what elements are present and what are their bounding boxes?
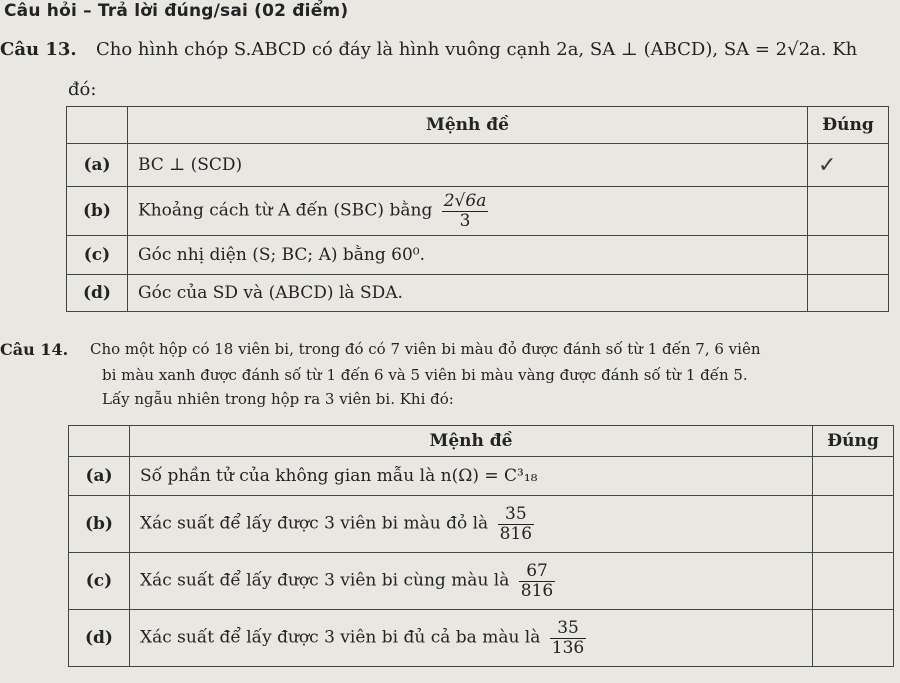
statement-header: Mệnh đề — [128, 107, 808, 144]
statement-text: Xác suất để lấy được 3 viên bi đủ cả ba màu là — [140, 627, 541, 648]
table-row — [67, 187, 889, 236]
answer-cell[interactable] — [808, 144, 889, 187]
fraction — [498, 505, 534, 543]
answer-cell[interactable] — [808, 275, 889, 312]
checkmark-icon: ✓ — [818, 152, 837, 178]
fraction — [550, 619, 586, 657]
row-label: (c) — [67, 236, 128, 275]
question-14-text-line-1: Cho một hộp có 18 viên bi, trong đó có 7 viên bi màu đỏ được đánh số từ 1 đến 7, 6 viên — [90, 340, 761, 358]
question-14-label: Câu 14. — [0, 340, 69, 359]
answer-cell[interactable] — [813, 496, 894, 553]
row-label: (b) — [69, 496, 130, 553]
statement-text: Xác suất để lấy được 3 viên bi màu đỏ là — [140, 513, 489, 534]
fraction-denominator: 816 — [520, 580, 554, 601]
statement-text: Số phần tử của không gian mẫu là n(Ω) = C³₁₈ — [130, 457, 813, 496]
fraction — [519, 562, 555, 600]
question-14-table — [68, 425, 894, 667]
row-label: (b) — [67, 187, 128, 236]
statement-text: BC ⊥ (SCD) — [128, 144, 808, 187]
answer-cell[interactable] — [808, 187, 889, 236]
table-row — [69, 496, 894, 553]
fraction-numerator: 2√6a — [443, 190, 487, 211]
answer-cell[interactable] — [808, 236, 889, 275]
fraction-numerator: 67 — [519, 562, 555, 582]
fraction-denominator: 816 — [499, 523, 533, 544]
correct-header: Đúng — [808, 107, 889, 144]
table-row — [67, 144, 889, 187]
fraction-denominator: 3 — [459, 210, 471, 231]
row-label: (c) — [69, 553, 130, 610]
statement-header: Mệnh đề — [130, 426, 813, 457]
question-13-label: Câu 13. — [0, 39, 77, 60]
fraction-numerator: 35 — [550, 619, 586, 639]
answer-cell[interactable] — [813, 610, 894, 667]
statement-text: Góc nhị diện (S; BC; A) bằng 60⁰. — [128, 236, 808, 275]
question-14-text-line-2: bi màu xanh được đánh số từ 1 đến 6 và 5 viên bi màu vàng được đánh số từ 1 đến 5. — [102, 366, 748, 384]
table-header-row — [67, 107, 889, 144]
fraction — [442, 192, 489, 230]
row-label: (a) — [67, 144, 128, 187]
table-row — [69, 553, 894, 610]
statement-cell — [130, 553, 813, 610]
answer-cell[interactable] — [813, 553, 894, 610]
table-row — [69, 457, 894, 496]
question-14-text-line-3: Lấy ngẫu nhiên trong hộp ra 3 viên bi. Khi đó: — [102, 390, 454, 408]
label-header-cell — [69, 426, 130, 457]
statement-text: Xác suất để lấy được 3 viên bi cùng màu là — [140, 570, 510, 591]
table-row — [67, 275, 889, 312]
statement-text: Góc của SD và (ABCD) là SDA. — [128, 275, 808, 312]
table-row — [69, 610, 894, 667]
question-13-continuation: đó: — [68, 79, 97, 100]
fraction-numerator: 35 — [498, 505, 534, 525]
fraction-denominator: 136 — [551, 637, 585, 658]
answer-cell[interactable] — [813, 457, 894, 496]
question-13-table — [66, 106, 889, 312]
label-header-cell — [67, 107, 128, 144]
row-label: (a) — [69, 457, 130, 496]
statement-text: Khoảng cách từ A đến (SBC) bằng — [138, 200, 433, 221]
row-label: (d) — [69, 610, 130, 667]
statement-cell — [128, 187, 808, 236]
section-heading: Câu hỏi – Trả lời đúng/sai (02 điểm) — [4, 1, 349, 21]
correct-header: Đúng — [813, 426, 894, 457]
statement-cell — [130, 610, 813, 667]
table-header-row — [69, 426, 894, 457]
question-13-text: Cho hình chóp S.ABCD có đáy là hình vuông cạnh 2a, SA ⊥ (ABCD), SA = 2√2a. Kh — [96, 39, 858, 60]
table-row — [67, 236, 889, 275]
statement-cell — [130, 496, 813, 553]
row-label: (d) — [67, 275, 128, 312]
